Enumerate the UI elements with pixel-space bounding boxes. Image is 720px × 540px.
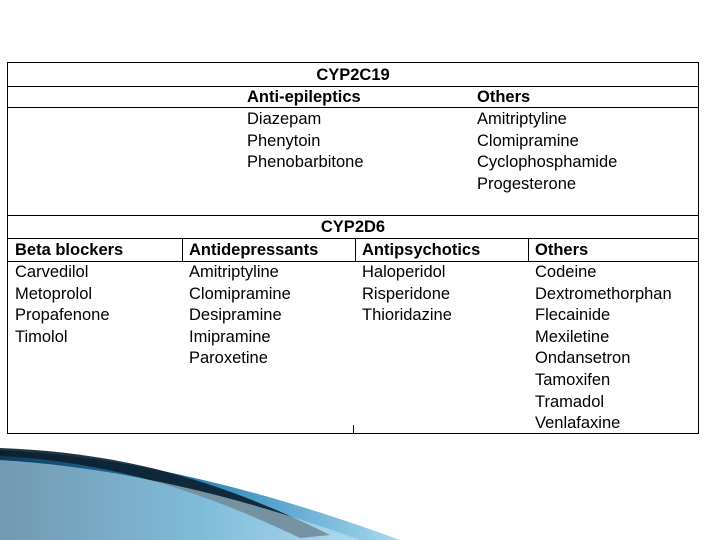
- header-antidepressants: Antidepressants: [189, 241, 319, 259]
- list-item: Metoprolol: [15, 284, 93, 303]
- list-item: Timolol: [15, 327, 68, 346]
- header-anti-epileptics: Anti-epileptics: [247, 88, 361, 106]
- beta-blockers-list: [15, 262, 110, 348]
- list-item: Flecainide: [535, 306, 611, 325]
- list-item: Carvedilol: [15, 263, 89, 281]
- header-beta-blockers: Beta blockers: [15, 241, 124, 259]
- list-item: Mexiletine: [535, 327, 610, 346]
- row-divider: [8, 107, 698, 108]
- column-divider: [528, 239, 529, 261]
- list-item: Risperidone: [362, 284, 451, 303]
- list-item: Clomipramine: [189, 284, 291, 303]
- list-item: Cyclophosphamide: [477, 153, 618, 172]
- list-item: Phenobarbitone: [247, 153, 364, 172]
- antidepressants-list: [189, 262, 291, 370]
- list-item: Desipramine: [189, 306, 282, 325]
- list-item: Codeine: [535, 263, 597, 281]
- swoosh-light-band: [0, 460, 360, 540]
- column-divider: [182, 239, 183, 261]
- list-item: Thioridazine: [362, 306, 452, 325]
- list-item: Tamoxifen: [535, 370, 611, 389]
- decorative-swoosh: [0, 440, 720, 540]
- list-item: Amitriptyline: [189, 263, 279, 281]
- header-antipsychotics: Antipsychotics: [362, 241, 481, 259]
- list-item: Dextromethorphan: [535, 284, 672, 303]
- list-item: Venlafaxine: [535, 414, 621, 433]
- header-others: Others: [477, 88, 531, 106]
- cyp2c19-others-list: [477, 109, 617, 195]
- list-item: Amitriptyline: [477, 110, 567, 128]
- cyp2d6-title: CYP2D6: [320, 218, 386, 236]
- cyp2c19-title: CYP2C19: [316, 66, 390, 84]
- list-item: Diazepam: [247, 110, 322, 128]
- column-divider: [355, 239, 356, 261]
- row-divider: [8, 215, 698, 216]
- cyp2d6-others-list: [535, 262, 672, 435]
- list-item: Phenytoin: [247, 131, 321, 150]
- list-item: Ondansetron: [535, 349, 631, 368]
- list-item: Imipramine: [189, 327, 271, 346]
- list-item: Paroxetine: [189, 349, 268, 368]
- list-item: Haloperidol: [362, 263, 446, 281]
- list-item: Progesterone: [477, 174, 577, 193]
- list-item: Tramadol: [535, 392, 605, 411]
- row-divider: [8, 238, 698, 239]
- anti-epileptics-list: [247, 109, 364, 174]
- column-divider: [353, 425, 354, 434]
- list-item: Propafenone: [15, 306, 110, 325]
- list-item: Clomipramine: [477, 131, 579, 150]
- cyp-drug-table: [7, 62, 699, 434]
- antipsychotics-list: [362, 262, 452, 327]
- header-others: Others: [535, 241, 589, 259]
